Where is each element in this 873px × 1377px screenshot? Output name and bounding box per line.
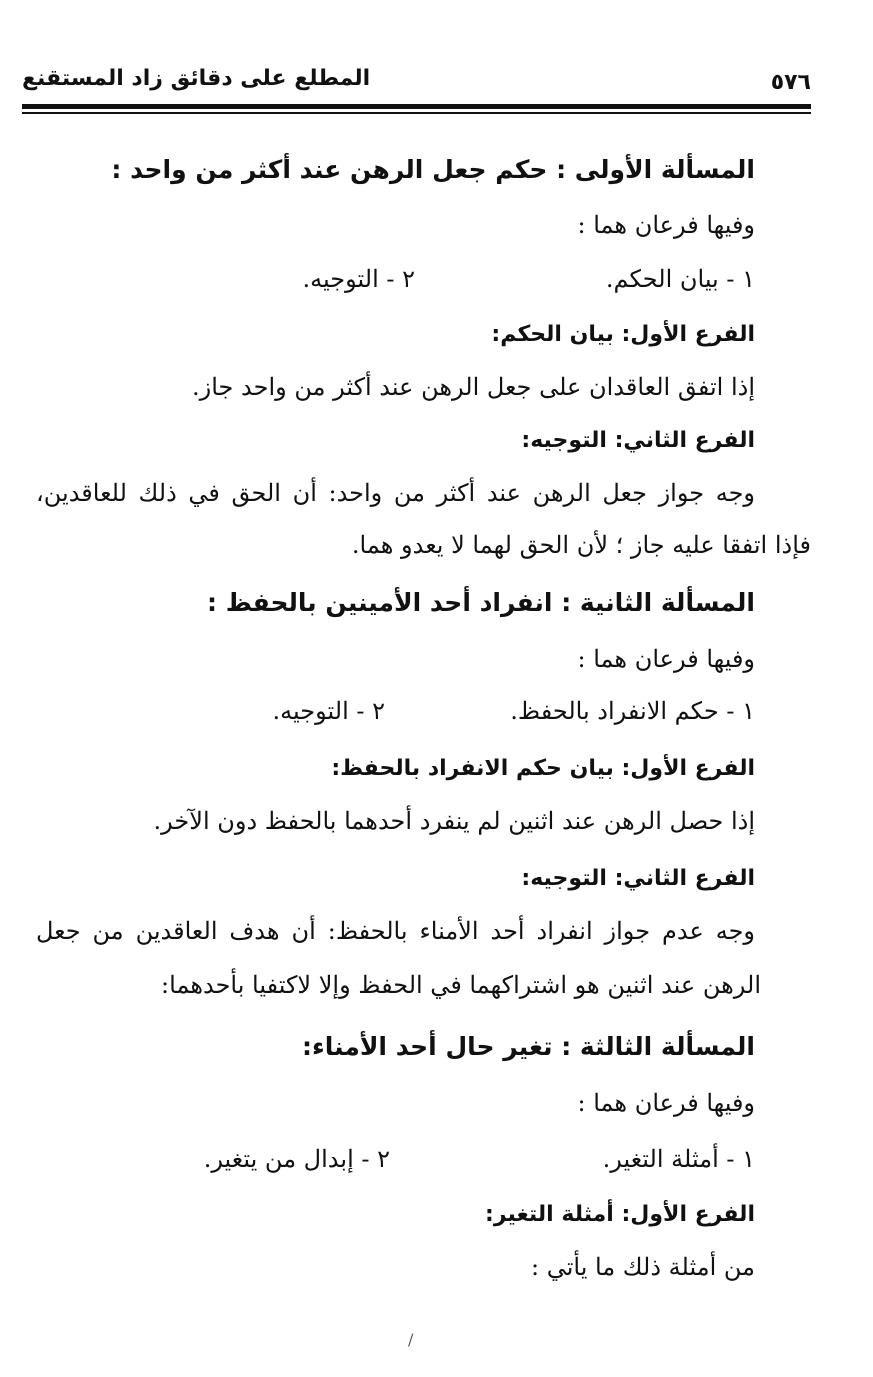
page-header — [22, 66, 811, 100]
issue-2-branch-list — [200, 694, 755, 728]
issue-2-intro: وفيها فرعان هما : — [577, 645, 755, 673]
issue-2-branch-2-line-2: الرهن عند اثنين هو اشتراكهما في الحفظ وإلا لاكتفيا بأحدهما: — [161, 971, 761, 999]
footer-mark: / — [408, 1330, 414, 1349]
page-number: ٥٧٦ — [770, 70, 811, 95]
issue-2-branch-2-line-1: وجه عدم جواز انفراد أحد الأمناء بالحفظ: أن هدف العاقدين من جعل — [36, 917, 755, 945]
issue-2-list-item-2: ٢ - التوجيه. — [272, 697, 385, 725]
issue-2-list-item-1: ١ - حكم الانفراد بالحفظ. — [510, 697, 755, 725]
header-rule-thin — [22, 112, 811, 114]
issue-1-intro: وفيها فرعان هما : — [577, 211, 755, 239]
issue-1-branch-2-heading: الفرع الثاني: التوجيه: — [521, 428, 755, 453]
issue-3-list-item-2: ٢ - إبدال من يتغير. — [203, 1145, 390, 1173]
issue-1-branch-2-line-2: فإذا اتفقا عليه جاز ؛ لأن الحق لهما لا يعدو هما. — [351, 531, 811, 559]
issue-1-branch-list — [200, 262, 755, 296]
issue-1-list-item-1: ١ - بيان الحكم. — [605, 265, 755, 293]
issue-3-branch-1-text: من أمثلة ذلك ما يأتي : — [530, 1253, 755, 1281]
issue-3-list-item-1: ١ - أمثلة التغير. — [602, 1145, 755, 1173]
issue-2-branch-1-text: إذا حصل الرهن عند اثنين لم ينفرد أحدهما بالحفظ دون الآخر. — [153, 807, 755, 835]
issue-3-heading: المسألة الثالثة : تغير حال أحد الأمناء: — [301, 1032, 755, 1061]
issue-1-list-item-2: ٢ - التوجيه. — [302, 265, 415, 293]
issue-3-branch-1-heading: الفرع الأول: أمثلة التغير: — [485, 1202, 755, 1227]
issue-2-heading: المسألة الثانية : انفراد أحد الأمينين بالحفظ : — [207, 588, 755, 617]
running-title: المطلع على دقائق زاد المستقنع — [22, 66, 371, 91]
issue-2-branch-2-heading: الفرع الثاني: التوجيه: — [521, 866, 755, 891]
header-rule-thick — [22, 104, 811, 109]
issue-3-branch-list — [150, 1142, 755, 1176]
issue-1-heading: المسألة الأولى : حكم جعل الرهن عند أكثر من واحد : — [111, 155, 755, 184]
issue-1-branch-1-text: إذا اتفق العاقدان على جعل الرهن عند أكثر من واحد جاز. — [192, 373, 755, 401]
issue-1-branch-1-heading: الفرع الأول: بيان الحكم: — [491, 322, 755, 347]
issue-1-branch-2-line-1: وجه جواز جعل الرهن عند أكثر من واحد: أن الحق في ذلك للعاقدين، — [36, 479, 755, 507]
issue-2-branch-1-heading: الفرع الأول: بيان حكم الانفراد بالحفظ: — [331, 756, 755, 781]
issue-3-intro: وفيها فرعان هما : — [577, 1089, 755, 1117]
